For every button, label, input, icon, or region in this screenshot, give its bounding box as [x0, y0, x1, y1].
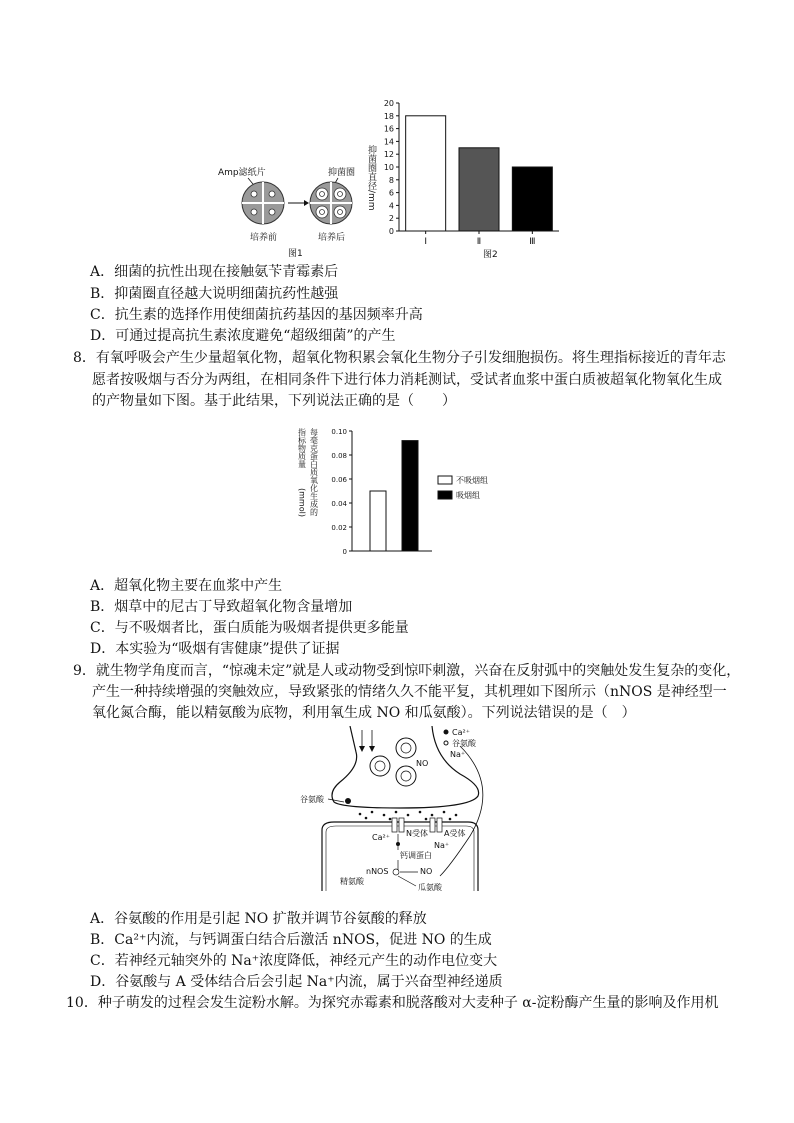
no-retrograde-path — [440, 746, 483, 876]
glu-label: 谷氨酸 — [300, 795, 324, 804]
q7-option-a: A．细菌的抗性出现在接触氨苄青霉素后 — [90, 264, 339, 280]
chart1-tick-label: 4 — [388, 201, 394, 211]
ca-legend-dot — [444, 730, 449, 735]
nnos-label: nNOS — [366, 867, 389, 876]
chart2-bar — [402, 441, 418, 551]
q7-option-b: B．抑菌圈直径越大说明细菌抗药性越强 — [90, 286, 339, 302]
chart1-tick-label: 0 — [388, 227, 394, 236]
after-label: 培养后 — [318, 233, 346, 243]
n-receptor-left — [392, 818, 397, 832]
legend-na: Na⁺ — [450, 750, 466, 759]
legend-swatch-smoker — [438, 491, 452, 499]
chart2-tick-label: 0.10 — [331, 428, 347, 436]
chart2-ylabel-a: 每毫克蛋白质氧化生成的 — [309, 428, 319, 516]
chart2-ylabel-unit: (mmol) — [297, 488, 307, 517]
chart1-tick-label: 20 — [383, 99, 394, 108]
q9-stem-line-1: 9．就生物学角度而言，“惊魂未定”就是人或动物受到惊吓刺激，兴奋在反射弧中的突触处发生复杂的变化， — [73, 663, 741, 679]
vesicle-2 — [396, 738, 416, 758]
n-receptor-right — [399, 818, 404, 832]
q9-option-a: A．谷氨酸的作用是引起 NO 扩散并调节谷氨酸的释放 — [90, 911, 427, 927]
fig1-caption: 图1 — [288, 249, 303, 259]
chart1-tick-label: 18 — [383, 111, 394, 121]
arrow-head — [304, 200, 309, 206]
ca-dot — [345, 798, 351, 804]
a-receptor-label: A受体 — [444, 829, 466, 838]
q8-option-a: A．超氧化物主要在血浆中产生 — [90, 578, 283, 594]
dish-before — [242, 182, 284, 224]
glu-pointer — [328, 799, 344, 802]
signal-arrow-head-2 — [369, 746, 375, 752]
q8-option-d: D．本实验为“吸烟有害健康”提供了证据 — [90, 641, 340, 657]
citrulline-label: 瓜氨酸 — [418, 883, 442, 891]
q9-option-d: D．谷氨酸与 A 受体结合后会引起 Na⁺内流，属于兴奋型神经递质 — [90, 974, 503, 990]
chart1-ylabel: 抑菌圈直径/mm — [366, 145, 376, 211]
a-receptor-left — [430, 818, 435, 832]
calmodulin-label: 钙调蛋白 — [400, 851, 432, 860]
legend-ca: Ca²⁺ — [452, 728, 470, 737]
before-label: 培养前 — [250, 233, 278, 243]
chart2-ylabel-b: 指标物质量 — [297, 428, 307, 468]
q10-stem-line-1: 10．种子萌发的过程会发生淀粉水解。为探究赤霉素和脱落酸对大麦种子 α-淀粉酶产生量的影响及作用机 — [66, 995, 719, 1011]
amp-label: Amp滤纸片 — [218, 168, 266, 178]
chart2-tick-label: 0.08 — [331, 452, 347, 460]
ca-ion — [396, 842, 400, 846]
legend-nonsmoker: 不吸烟组 — [456, 476, 488, 485]
chart1-tick-label: 2 — [388, 214, 394, 224]
q7-option-c: C．抗生素的选择作用使细菌抗药基因的基因频率升高 — [90, 307, 423, 323]
chart2-tick-label: 0 — [342, 548, 347, 556]
chart1-tick-label: 8 — [388, 175, 394, 185]
q7-option-d: D．可通过提高抗生素浓度避免“超级细菌”的产生 — [90, 328, 396, 344]
arginine-label: 精氨酸 — [340, 877, 364, 886]
legend-smoker: 吸烟组 — [456, 491, 480, 500]
fig2-caption: 图2 — [483, 250, 498, 260]
dish-after — [310, 182, 352, 224]
synapse-diagram — [300, 726, 500, 891]
chart1-tick-label: 10 — [383, 163, 394, 172]
no-label-bottom: NO — [420, 867, 433, 876]
chart1-bar — [406, 116, 446, 231]
q8-option-b: B．烟草中的尼古丁导致超氧化物含量增加 — [90, 599, 353, 615]
chart1-tick-label: 16 — [383, 124, 394, 134]
chart2-tick-label: 0.06 — [331, 476, 347, 484]
glu-legend-dot — [444, 741, 448, 745]
chart1-tick-label: 12 — [383, 150, 394, 160]
q9-stem-line-2: 产生一种持续增强的突触效应，导致紧张的情绪久久不能平复，其机理如下图所示（nNOS 是神经型一 — [92, 684, 727, 700]
no-label-top: NO — [416, 759, 429, 768]
vesicle-3 — [396, 766, 416, 786]
a-receptor-right — [437, 818, 442, 832]
zone-label: 抑菌圈 — [328, 168, 356, 178]
q9-option-c: C．若神经元轴突外的 Na⁺浓度降低，神经元产生的动作电位变大 — [90, 953, 498, 969]
chart2-bar — [370, 491, 386, 551]
q9-stem-line-3: 氧化氮合酶，能以精氨酸为底物，利用氧生成 NO 和瓜氨酸）。下列说法错误的是（ ） — [92, 705, 636, 721]
vesicle-1 — [370, 756, 390, 776]
chart1-x-label: Ⅲ — [529, 237, 536, 247]
chart1-bar — [459, 148, 499, 231]
ca-label: Ca²⁺ — [372, 833, 390, 842]
n-receptor-label: N受体 — [406, 829, 428, 838]
q9-option-b: B．Ca²⁺内流，与钙调蛋白结合后激活 nNOS，促进 NO 的生成 — [90, 932, 492, 948]
chart1-bar — [512, 167, 552, 231]
q8-stem-line-3: 的产物量如下图。基于此结果，下列说法正确的是（ ） — [92, 393, 456, 409]
legend-glu: 谷氨酸 — [452, 739, 476, 748]
legend-swatch-nonsmoker — [438, 476, 452, 484]
glutamate-in-cleft — [359, 811, 458, 821]
chart2-tick-label: 0.04 — [331, 500, 347, 508]
q8-stem-line-1: 8．有氧呼吸会产生少量超氧化物，超氧化物积累会氧化生物分子引发细胞损伤。将生理指标接近的青年志 — [73, 350, 726, 366]
nnos-circle — [393, 869, 399, 875]
chart1-x-label: Ⅱ — [476, 237, 482, 247]
chart2-tick-label: 0.02 — [331, 524, 347, 532]
chart1-tick-label: 14 — [383, 137, 394, 147]
chart2-legend — [438, 475, 488, 500]
q8-stem-line-2: 愿者按吸烟与否分为两组，在相同条件下进行体力消耗测试，受试者血浆中蛋白质被超氧化物氧化生成 — [92, 372, 722, 388]
smoking-chart — [290, 420, 510, 560]
chart1-tick-label: 6 — [388, 188, 394, 198]
signal-arrow-head-1 — [359, 746, 365, 752]
figure-2-chart — [355, 95, 570, 265]
citrulline-arrow — [398, 876, 416, 886]
na-label: Na⁺ — [434, 841, 450, 850]
chart1-x-label: Ⅰ — [424, 237, 427, 247]
q8-option-c: C．与不吸烟者比，蛋白质能为吸烟者提供更多能量 — [90, 620, 409, 636]
